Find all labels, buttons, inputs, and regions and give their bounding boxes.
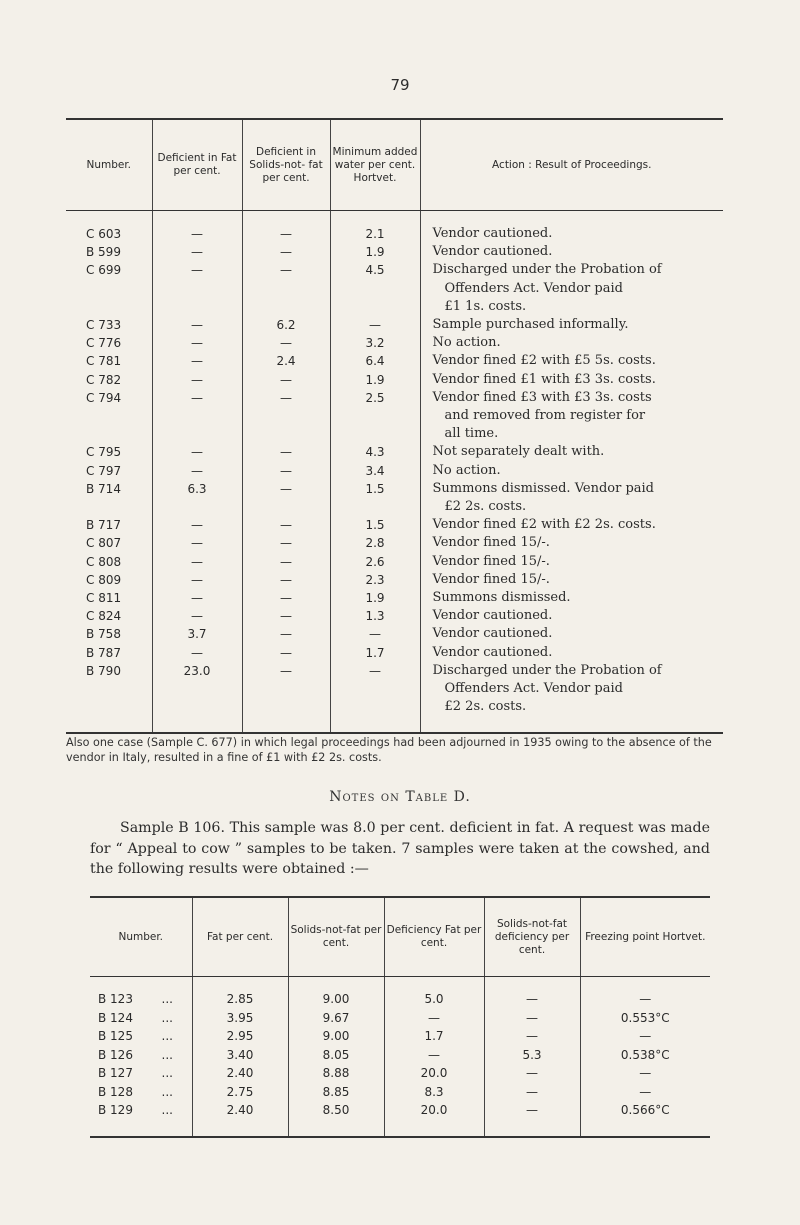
deficient-fat: — xyxy=(152,211,242,244)
notes-paragraph: Sample B 106. This sample was 8.0 per cent. deficient in fat. A request was made for “ Appeal to cow ” samples to be taken. 7 samples were taken at the cowshed, and the following results were obtained :— xyxy=(90,820,710,877)
table-row xyxy=(66,662,723,734)
sample-number: C 781 xyxy=(66,352,152,370)
fat-percent: 2.40 xyxy=(192,1064,288,1083)
table-row xyxy=(90,1027,710,1046)
sample-number: C 699 xyxy=(66,261,152,316)
action-result xyxy=(420,389,723,444)
table-row xyxy=(66,371,723,389)
sample-number xyxy=(90,1101,192,1137)
added-water: 2.8 xyxy=(330,534,420,552)
action-line: Offenders Act. Vendor paid xyxy=(444,280,623,296)
added-water: — xyxy=(330,316,420,334)
table-row xyxy=(66,480,723,516)
action-result xyxy=(420,334,723,352)
action-line: Discharged under the Probation of xyxy=(432,662,662,678)
snf-percent: 8.88 xyxy=(288,1064,384,1083)
table-row xyxy=(66,516,723,534)
added-water: 2.6 xyxy=(330,553,420,571)
deficient-snf: — xyxy=(242,516,330,534)
action-line: Vendor fined 15/-. xyxy=(432,553,550,569)
deficient-fat: 23.0 xyxy=(152,662,242,734)
sample-number xyxy=(90,1046,192,1065)
deficient-snf: — xyxy=(242,553,330,571)
header-number: Number. xyxy=(90,897,192,977)
sample-number-label: B 129 xyxy=(98,1103,133,1117)
action-line: Offenders Act. Vendor paid xyxy=(444,681,623,697)
deficient-fat: — xyxy=(152,443,242,461)
table-row xyxy=(66,589,723,607)
deficient-snf: 6.2 xyxy=(242,316,330,334)
snf-deficiency: — xyxy=(484,1083,580,1102)
added-water: 2.5 xyxy=(330,389,420,444)
table-row xyxy=(90,1046,710,1065)
snf-deficiency: — xyxy=(484,1009,580,1028)
page-number: 79 xyxy=(390,76,410,94)
deficiency-fat: 8.3 xyxy=(384,1083,484,1102)
action-result xyxy=(420,607,723,625)
fat-percent: 2.85 xyxy=(192,977,288,1009)
deficient-fat: — xyxy=(152,534,242,552)
sample-number: B 790 xyxy=(66,662,152,734)
deficient-snf: — xyxy=(242,243,330,261)
deficient-fat: — xyxy=(152,589,242,607)
table-row xyxy=(66,352,723,370)
action-result xyxy=(420,443,723,461)
header-added-water: Minimum added water per cent. Hortvet. xyxy=(330,119,420,211)
action-result xyxy=(420,516,723,534)
action-result xyxy=(420,553,723,571)
snf-percent: 9.00 xyxy=(288,1027,384,1046)
table-row xyxy=(66,607,723,625)
header-deficiency-fat: Deficiency Fat per cent. xyxy=(384,897,484,977)
proceedings-table xyxy=(66,118,723,734)
added-water: 2.3 xyxy=(330,571,420,589)
deficiency-fat: 20.0 xyxy=(384,1101,484,1137)
leader-dots: ... xyxy=(161,992,173,1006)
deficient-fat: — xyxy=(152,352,242,370)
action-line: £1 1s. costs. xyxy=(444,298,527,314)
deficiency-fat: 20.0 xyxy=(384,1064,484,1083)
sample-number: C 797 xyxy=(66,462,152,480)
table-row xyxy=(66,644,723,662)
added-water: 4.3 xyxy=(330,443,420,461)
sample-number-label: B 123 xyxy=(98,992,133,1006)
added-water: 1.9 xyxy=(330,243,420,261)
deficient-snf: — xyxy=(242,644,330,662)
cowshed-table-body xyxy=(90,977,710,1137)
action-result xyxy=(420,534,723,552)
snf-deficiency: — xyxy=(484,977,580,1009)
snf-percent: 9.00 xyxy=(288,977,384,1009)
fat-percent: 3.40 xyxy=(192,1046,288,1065)
added-water: 3.2 xyxy=(330,334,420,352)
action-line: Vendor fined 15/-. xyxy=(432,535,550,551)
action-result xyxy=(420,589,723,607)
action-line: Sample purchased informally. xyxy=(432,317,629,333)
sample-number: C 733 xyxy=(66,316,152,334)
sample-number xyxy=(90,1009,192,1028)
table-row xyxy=(66,261,723,316)
action-line: £2 2s. costs. xyxy=(444,699,527,715)
action-line: Vendor cautioned. xyxy=(432,244,553,260)
table-row xyxy=(90,977,710,1009)
deficient-fat: 6.3 xyxy=(152,480,242,516)
table-row xyxy=(66,462,723,480)
footnote: Also one case (Sample C. 677) in which legal proceedings had been adjourned in 1935 owing to the absence of the vendor in Italy, resulted in a fine of £1 with £2 2s. costs. xyxy=(66,736,712,764)
added-water: 4.5 xyxy=(330,261,420,316)
fat-percent: 2.75 xyxy=(192,1083,288,1102)
header-freezing-point: Freezing point Hortvet. xyxy=(580,897,710,977)
notes-heading: Notes on Table D. xyxy=(329,789,471,805)
sample-number-label: B 127 xyxy=(98,1066,133,1080)
sample-number xyxy=(90,1083,192,1102)
sample-number-label: B 128 xyxy=(98,1084,133,1099)
added-water: 1.3 xyxy=(330,607,420,625)
added-water: — xyxy=(330,662,420,734)
sample-number-label: B 125 xyxy=(98,1029,133,1043)
deficient-fat: — xyxy=(152,334,242,352)
action-line: Vendor fined £2 with £2 2s. costs. xyxy=(432,517,656,533)
deficient-fat: — xyxy=(152,607,242,625)
action-line: No action. xyxy=(432,462,501,478)
notes-section xyxy=(90,818,710,880)
action-line: Vendor fined £1 with £3 3s. costs. xyxy=(432,371,656,387)
action-line: Vendor fined £3 with £3 3s. costs xyxy=(432,389,652,405)
action-result xyxy=(420,462,723,480)
snf-deficiency: — xyxy=(484,1064,580,1083)
action-line: Vendor fined £2 with £5 5s. costs. xyxy=(432,353,656,369)
sample-number: C 811 xyxy=(66,589,152,607)
table-row xyxy=(66,334,723,352)
action-result xyxy=(420,261,723,316)
freezing-point: — xyxy=(639,1084,652,1099)
deficient-snf: — xyxy=(242,571,330,589)
header-snf-deficiency: Solids-not-fat deficiency per cent. xyxy=(484,897,580,977)
sample-number: B 714 xyxy=(66,480,152,516)
snf-percent: 8.50 xyxy=(288,1101,384,1137)
table-row xyxy=(90,1009,710,1028)
deficient-snf: — xyxy=(242,211,330,244)
action-line: Vendor cautioned. xyxy=(432,644,553,660)
action-line: Discharged under the Probation of xyxy=(432,262,662,278)
deficiency-fat: 5.0 xyxy=(384,977,484,1009)
added-water: 1.5 xyxy=(330,516,420,534)
sample-number: C 603 xyxy=(66,211,152,244)
action-line: Vendor cautioned. xyxy=(432,608,553,624)
action-line: all time. xyxy=(444,426,499,442)
action-result xyxy=(420,625,723,643)
freezing-point: — xyxy=(639,1029,652,1043)
action-result xyxy=(420,352,723,370)
added-water: 3.4 xyxy=(330,462,420,480)
deficient-snf: — xyxy=(242,480,330,516)
leader-dots: ... xyxy=(161,1029,173,1043)
snf-deficiency: — xyxy=(484,1101,580,1137)
table-row xyxy=(66,211,723,244)
header-action: Action : Result of Proceedings. xyxy=(420,119,723,211)
cowshed-header-row xyxy=(90,897,710,977)
fat-percent: 2.95 xyxy=(192,1027,288,1046)
deficiency-fat: — xyxy=(384,1046,484,1065)
fat-percent: 3.95 xyxy=(192,1009,288,1028)
sample-number: B 758 xyxy=(66,625,152,643)
deficient-snf: — xyxy=(242,607,330,625)
added-water: 1.9 xyxy=(330,589,420,607)
deficient-snf: — xyxy=(242,261,330,316)
leader-dots: ... xyxy=(161,1066,173,1080)
sample-number: C 809 xyxy=(66,571,152,589)
deficient-fat: — xyxy=(152,316,242,334)
deficient-fat: — xyxy=(152,553,242,571)
fat-percent: 2.40 xyxy=(192,1101,288,1137)
freezing-point: — xyxy=(639,1066,652,1080)
deficient-snf: — xyxy=(242,662,330,734)
snf-percent: 8.05 xyxy=(288,1046,384,1065)
sample-number: C 824 xyxy=(66,607,152,625)
freezing-point: 0.566°C xyxy=(580,1101,710,1137)
deficient-fat: — xyxy=(152,462,242,480)
leader-dots: ... xyxy=(161,1084,173,1099)
action-result xyxy=(420,571,723,589)
snf-deficiency: — xyxy=(484,1027,580,1046)
sample-number: C 795 xyxy=(66,443,152,461)
table-row xyxy=(66,389,723,444)
table-row xyxy=(90,1064,710,1083)
freezing-point: 0.553°C xyxy=(620,1010,670,1025)
action-line: Summons dismissed. xyxy=(432,590,571,606)
sample-number xyxy=(90,977,192,1009)
action-line: Vendor cautioned. xyxy=(432,226,553,241)
sample-number: C 794 xyxy=(66,389,152,444)
proceedings-header-row xyxy=(66,119,723,211)
table-row xyxy=(66,443,723,461)
sample-number: B 599 xyxy=(66,243,152,261)
deficient-fat: — xyxy=(152,243,242,261)
sample-number: C 807 xyxy=(66,534,152,552)
header-deficient-fat: Deficient in Fat per cent. xyxy=(152,119,242,211)
added-water: 2.1 xyxy=(330,211,420,244)
deficient-fat: — xyxy=(152,571,242,589)
deficient-fat: — xyxy=(152,389,242,444)
freezing-point: — xyxy=(639,992,652,1006)
leader-dots: ... xyxy=(161,1010,173,1025)
deficient-fat: 3.7 xyxy=(152,625,242,643)
action-result xyxy=(420,316,723,334)
table-row xyxy=(66,316,723,334)
deficiency-fat: 1.7 xyxy=(384,1027,484,1046)
snf-deficiency: 5.3 xyxy=(484,1046,580,1065)
table-row xyxy=(66,243,723,261)
sample-number xyxy=(90,1064,192,1083)
header-snf: Solids-not-fat per cent. xyxy=(288,897,384,977)
added-water: 6.4 xyxy=(330,352,420,370)
snf-percent: 9.67 xyxy=(288,1009,384,1028)
deficient-fat: — xyxy=(152,644,242,662)
added-water: 1.5 xyxy=(330,480,420,516)
sample-number: B 787 xyxy=(66,644,152,662)
action-line: Not separately dealt with. xyxy=(432,444,605,460)
deficiency-fat: — xyxy=(384,1009,484,1028)
action-result xyxy=(420,211,723,244)
deficient-snf: — xyxy=(242,625,330,643)
action-result xyxy=(420,243,723,261)
action-result xyxy=(420,371,723,389)
deficient-fat: — xyxy=(152,261,242,316)
table-row xyxy=(66,553,723,571)
sample-number xyxy=(90,1027,192,1046)
deficient-snf: — xyxy=(242,443,330,461)
deficient-fat: — xyxy=(152,371,242,389)
freezing-point: 0.538°C xyxy=(620,1047,670,1062)
deficient-fat: — xyxy=(152,516,242,534)
deficient-snf: — xyxy=(242,462,330,480)
action-result xyxy=(420,644,723,662)
table-row xyxy=(90,1101,710,1137)
deficient-snf: — xyxy=(242,371,330,389)
action-line: Vendor cautioned. xyxy=(432,626,553,642)
leader-dots: ... xyxy=(161,1103,173,1117)
deficient-snf: — xyxy=(242,334,330,352)
added-water: 1.9 xyxy=(330,371,420,389)
table-row xyxy=(66,534,723,552)
table-row xyxy=(66,571,723,589)
sample-number: C 808 xyxy=(66,553,152,571)
table-row xyxy=(90,1083,710,1102)
action-line: Summons dismissed. Vendor paid xyxy=(432,480,655,496)
action-line: No action. xyxy=(432,335,501,351)
deficient-snf: — xyxy=(242,589,330,607)
action-result xyxy=(420,480,723,516)
deficient-snf: — xyxy=(242,534,330,552)
header-fat: Fat per cent. xyxy=(192,897,288,977)
proceedings-table-body xyxy=(66,211,723,734)
sample-number-label: B 124 xyxy=(98,1010,133,1025)
deficient-snf: — xyxy=(242,389,330,444)
snf-percent: 8.85 xyxy=(288,1083,384,1102)
deficient-snf: 2.4 xyxy=(242,352,330,370)
sample-number: C 782 xyxy=(66,371,152,389)
action-line: £2 2s. costs. xyxy=(444,499,527,515)
sample-number: B 717 xyxy=(66,516,152,534)
leader-dots: ... xyxy=(161,1047,173,1062)
header-number: Number. xyxy=(66,119,152,211)
table-row xyxy=(66,625,723,643)
cowshed-samples-table xyxy=(90,896,710,1138)
sample-number-label: B 126 xyxy=(98,1047,133,1062)
action-result xyxy=(420,662,723,734)
action-line: and removed from register for xyxy=(444,408,646,424)
action-line: Vendor fined 15/-. xyxy=(432,571,550,587)
sample-number: C 776 xyxy=(66,334,152,352)
added-water: 1.7 xyxy=(330,644,420,662)
header-deficient-snf: Deficient in Solids-not- fat per cent. xyxy=(242,119,330,211)
added-water: — xyxy=(330,625,420,643)
